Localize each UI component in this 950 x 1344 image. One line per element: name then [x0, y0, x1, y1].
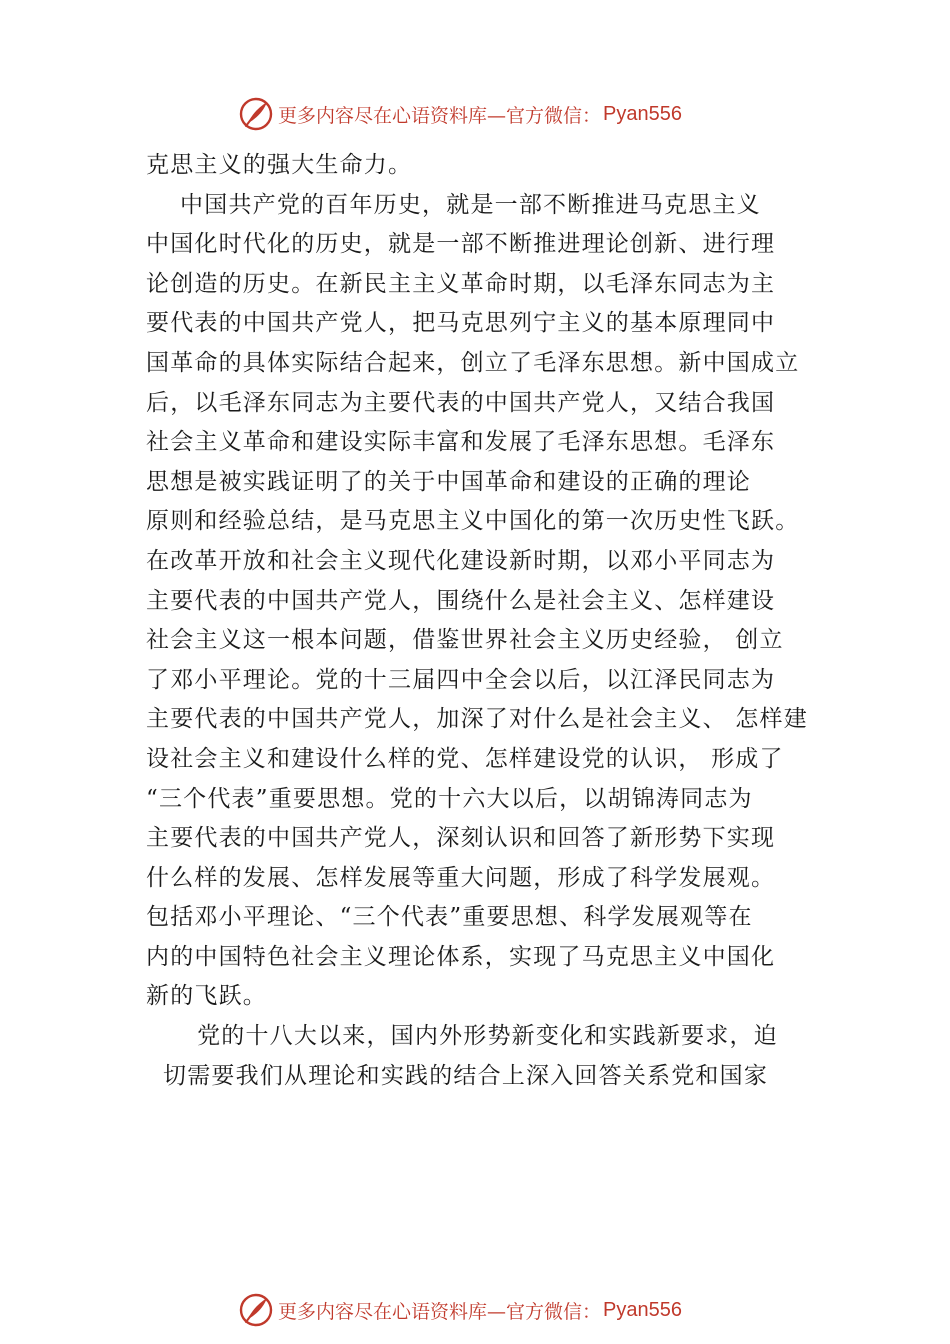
footer-banner: [238, 1290, 682, 1330]
text-line: 在改革开放和社会主义现代化建设新时期，以邓小平同志为: [146, 547, 776, 574]
text-line: 社会主义革命和建设实际丰富和发展了毛泽东思想。毛泽东: [146, 429, 776, 456]
text-line: 国革命的具体实际结合起来，创立了毛泽东思想。新中国成立: [146, 349, 800, 376]
text-line: 主要代表的中国共产党人，深刻认识和回答了新形势下实现: [146, 825, 776, 852]
wechat-handle: Pyan556: [603, 102, 682, 125]
text-line: 主要代表的中国共产党人，围绕什么是社会主义、怎样建设: [146, 587, 776, 614]
text-line: 主要代表的中国共产党人，加深了对什么是社会主义、 怎样建: [146, 706, 808, 733]
text-line: 思想是被实践证明了的关于中国革命和建设的正确的理论: [146, 468, 751, 495]
text-line: 什么样的发展、怎样发展等重大问题，形成了科学发展观。: [146, 864, 776, 891]
text-line: “三个代表”重要思想。党的十六大以后，以胡锦涛同志为: [146, 785, 753, 812]
text-line: 新的飞跃。: [146, 983, 267, 1010]
banner-text: 更多内容尽在心语资料库—官方微信：: [278, 1300, 602, 1323]
document-body: [146, 146, 826, 1096]
text-line: 设社会主义和建设什么样的党、怎样建设党的认识， 形成了: [146, 745, 784, 772]
text-line: 论创造的历史。在新民主主义革命时期，以毛泽东同志为主: [146, 270, 776, 297]
text-line: 党的十八大以来，国内外形势新变化和实践新要求，迫: [146, 1023, 778, 1050]
text-line: 社会主义这一根本问题，借鉴世界社会主义历史经验， 创立: [146, 627, 784, 654]
text-line: 中国化时代化的历史，就是一部不断推进理论创新、进行理: [146, 231, 776, 258]
text-line: 要代表的中国共产党人，把马克思列宁主义的基本原理同中: [146, 310, 776, 337]
text-line: 切需要我们从理论和实践的结合上深入回答关系党和国家: [146, 1062, 769, 1089]
text-line: 克思主义的强大生命力。: [146, 152, 413, 178]
text-line: 中国共产党的百年历史，就是一部不断推进马克思主义: [146, 191, 761, 218]
feather-seal-logo-icon: [238, 1292, 274, 1328]
text-line: 包括邓小平理论、“三个代表”重要思想、科学发展观等在: [146, 904, 753, 931]
wechat-handle: Pyan556: [603, 1298, 682, 1321]
header-banner: [238, 94, 682, 134]
text-line: 原则和经验总结，是马克思主义中国化的第一次历史性飞跃。: [146, 508, 800, 535]
feather-seal-logo-icon: [238, 96, 274, 132]
text-line: 内的中国特色社会主义理论体系，实现了马克思主义中国化: [146, 943, 776, 970]
text-line: 了邓小平理论。党的十三届四中全会以后，以江泽民同志为: [146, 666, 776, 693]
text-line: 后，以毛泽东同志为主要代表的中国共产党人，又结合我国: [146, 389, 776, 416]
banner-text: 更多内容尽在心语资料库—官方微信：: [278, 104, 602, 127]
